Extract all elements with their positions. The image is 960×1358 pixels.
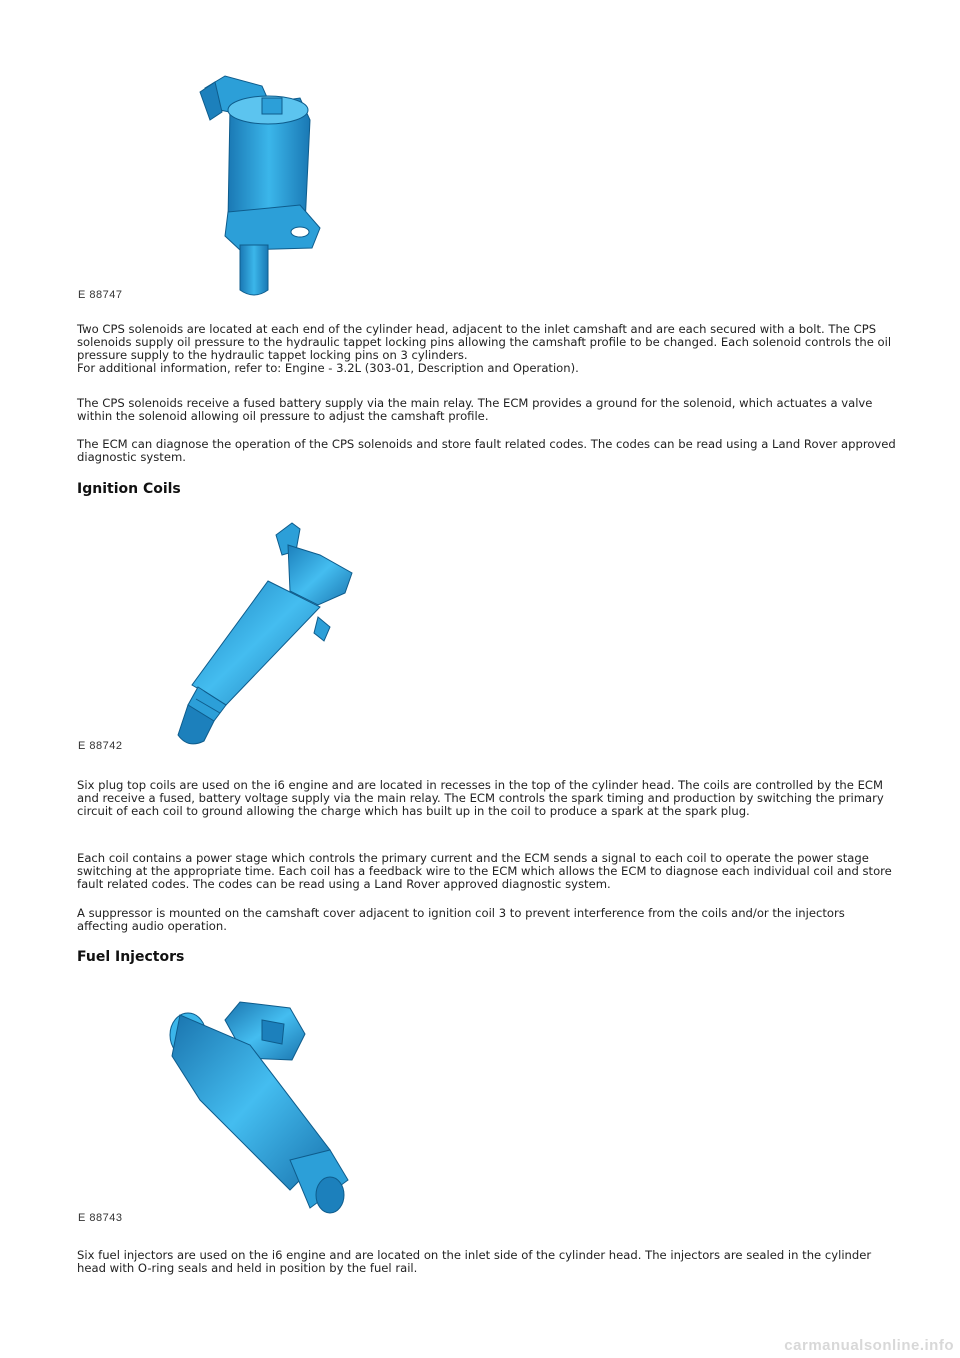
cps-cross-reference: For additional information, refer to: Engine - 3.2L (303-01, Description and Operation). [77,361,579,375]
fuel-injector-figure [0,990,960,1230]
ignition-coil-illustration [0,515,960,755]
figure-label: E 88747 [78,289,123,301]
figure-label: E 88742 [78,740,123,752]
ignition-paragraph-3: A suppressor is mounted on the camshaft cover adjacent to ignition coil 3 to prevent interference from the coils and/or the injectors affecting audio operation. [77,906,845,933]
cps-paragraph-2: The CPS solenoids receive a fused battery supply via the main relay. The ECM provides a ground for the solenoid, which actuates a valve within the solenoid allowing oil pressure to adjust the camshaft profile. [77,396,873,423]
figure-label: E 88743 [78,1212,123,1224]
cps-solenoid-illustration [0,0,960,310]
ignition-coils-heading: Ignition Coils [77,481,181,497]
fuel-injector-illustration [0,990,960,1230]
ignition-paragraph-2: Each coil contains a power stage which controls the primary current and the ECM sends a signal to each coil to operate the power stage switching at the appropriate time. Each coil has a feedback wire to the ECM which allows the ECM to diagnose each individual coil and store fault related codes. The codes can be read using a Land Rover approved diagnostic system. [77,851,892,891]
cps-solenoid-figure [0,0,960,310]
fuel-injectors-heading: Fuel Injectors [77,949,185,965]
ignition-coil-figure [0,515,960,755]
watermark: carmanualsonline.info [784,1337,954,1354]
ignition-paragraph-1: Six plug top coils are used on the i6 engine and are located in recesses in the top of the cylinder head. The coils are controlled by the ECM and receive a fused, battery voltage supply via the main relay. The ECM controls the spark timing and production by switching the primary circuit of each coil to ground allowing the charge which has built up in the coil to produce a spark at the spark plug. [77,778,884,818]
cps-paragraph-3: The ECM can diagnose the operation of the CPS solenoids and store fault related codes. The codes can be read using a Land Rover approved diagnostic system. [77,437,896,464]
cps-paragraph-1 [77,323,897,375]
cps-paragraph-1-text: Two CPS solenoids are located at each end of the cylinder head, adjacent to the inlet camshaft and are each secured with a bolt. The CPS solenoids supply oil pressure to the hydraulic tappet locking pins allowing the camshaft profile to be changed. Each solenoid controls the oil pressure supply to the hydraulic tappet locking pins on 3 cylinders. [77,322,892,362]
injectors-paragraph-1: Six fuel injectors are used on the i6 engine and are located on the inlet side of the cylinder head. The injectors are sealed in the cylinder head with O-ring seals and held in position by the fuel rail. [77,1248,872,1275]
